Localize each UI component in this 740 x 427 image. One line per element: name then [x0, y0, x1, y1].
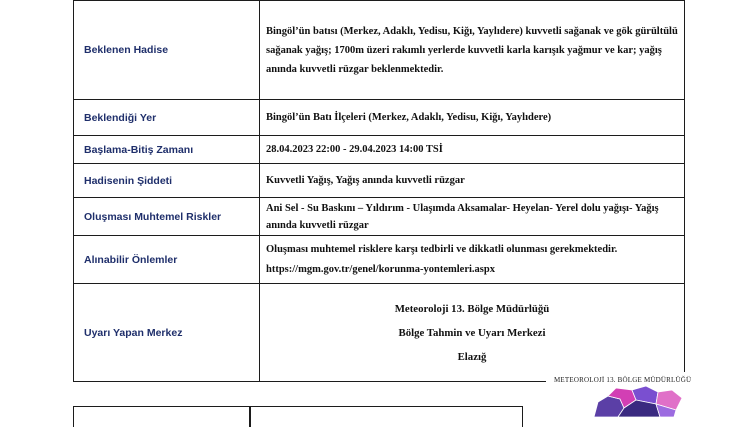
warning-table [73, 0, 685, 382]
row-label: Hadisenin Şiddeti [74, 164, 260, 198]
row-value: Kuvvetli Yağış, Yağış anında kuvvetli rüzgar [260, 164, 685, 198]
row-label: Alınabilir Önlemler [74, 236, 260, 284]
table-row [74, 100, 685, 136]
table-row [74, 236, 685, 284]
row-value: 28.04.2023 22:00 - 29.04.2023 14:00 TSİ [260, 136, 685, 164]
row-label: Oluşması Muhtemel Riskler [74, 198, 260, 236]
issuer-line-3: Elazığ [457, 350, 487, 363]
region-map-icon [546, 372, 706, 417]
row-value: Ani Sel - Su Baskını – Yıldırım - Ulaşımda Aksamalar- Heyelan- Yerel dolu yağışı- Yağış anında kuvvetli rüzgar [260, 198, 685, 236]
row-value: Oluşması muhtemel risklere karşı tedbirli ve dikkatli olunması gerekmektedir. https://mgm.gov.tr/genel/korunma-yontemleri.aspx [260, 236, 685, 284]
row-value: Bingöl’ün batısı (Merkez, Adaklı, Yedisu, Kiğı, Yaylıdere) kuvvetli sağanak ve gök gürültülü sağanak yağış; 1700m üzeri rakımlı yerlerde kuvvetli karla karışık yağmur ve kar; yağış anında kuvvetli rüzgar beklenmektedir. [260, 1, 685, 100]
issuer-label: Uyarı Yapan Merkez [74, 284, 260, 382]
table-row [74, 198, 685, 236]
table-row [74, 164, 685, 198]
row-label: Başlama-Bitiş Zamanı [74, 136, 260, 164]
row-label: Beklendiği Yer [74, 100, 260, 136]
regional-map-logo [546, 372, 706, 417]
row-value: Bingöl’ün Batı İlçeleri (Merkez, Adaklı, Yedisu, Kiğı, Yaylıdere) [260, 100, 685, 136]
row-label: Beklenen Hadise [74, 1, 260, 100]
issuer-value [260, 284, 685, 382]
table-row [74, 1, 685, 100]
table-row [74, 136, 685, 164]
issuer-line-2: Bölge Tahmin ve Uyarı Merkezi [398, 326, 546, 339]
column-divider [249, 407, 251, 427]
table-row [74, 284, 685, 382]
logo-title: METEOROLOJİ 13. BÖLGE MÜDÜRLÜĞÜ [554, 376, 692, 384]
issuer-line-1: Meteoroloji 13. Bölge Müdürlüğü [394, 302, 550, 315]
